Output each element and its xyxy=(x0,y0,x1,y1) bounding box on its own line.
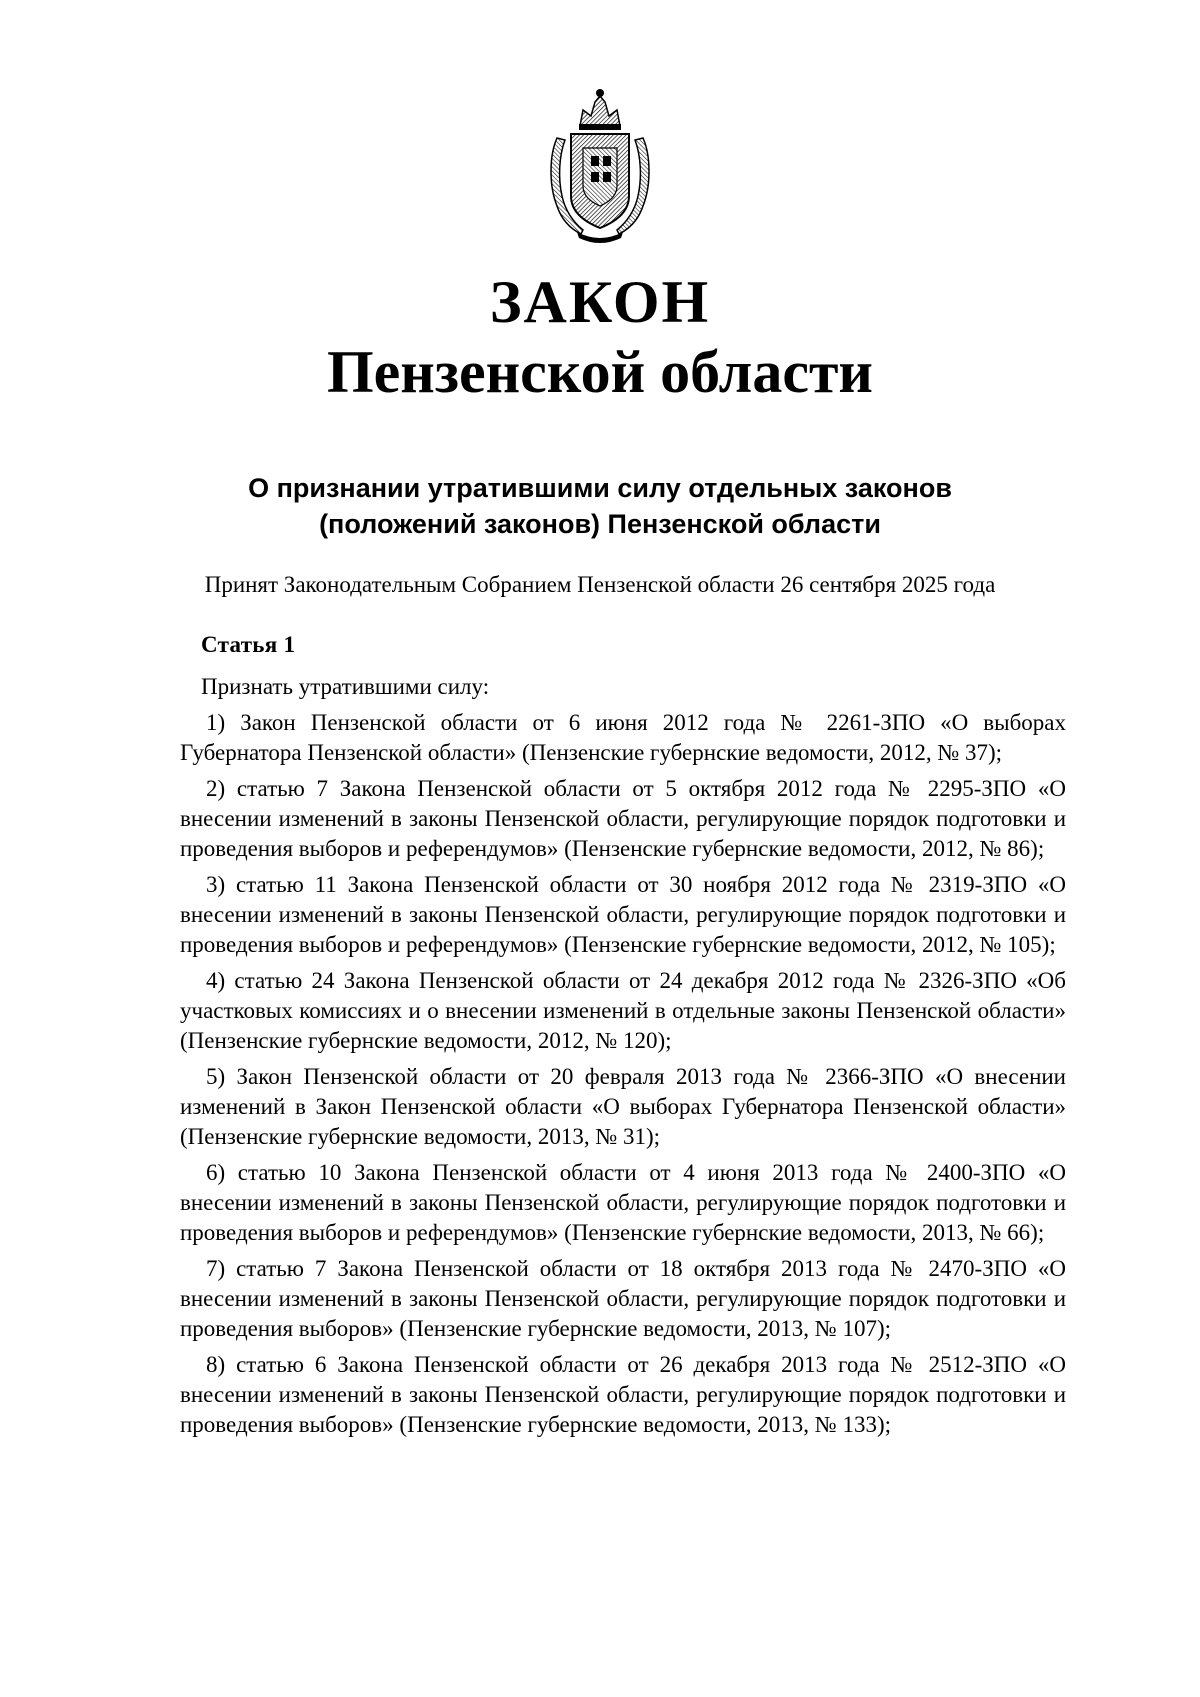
list-item: 8) статью 6 Закона Пензенской области от 26 декабря 2013 года № 2512-ЗПО «О внесении изменений в законы Пензенской области, регулирующие порядок подготовки и проведения выборов» (Пензенские губернские ведомости, 2013, № 133); xyxy=(180,1352,1066,1437)
adoption-statement: Принят Законодательным Собранием Пензенской области 26 сентября 2025 года xyxy=(204,572,996,597)
law-title: ЗАКОН xyxy=(489,269,711,335)
list-item: 7) статью 7 Закона Пензенской области от 18 октября 2013 года № 2470-ЗПО «О внесении изменений в законы Пензенской области, регулирующие порядок подготовки и проведения выборов» (Пензенские губернские ведомости, 2013, № 107); xyxy=(180,1256,1066,1341)
list-item: 1) Закон Пензенской области от 6 июня 2012 года № 2261-ЗПО «О выборах Губернатора Пензенской области» (Пензенские губернские ведомости, 2012, № 37); xyxy=(180,710,1066,765)
article-heading: Статья 1 xyxy=(201,632,296,657)
list-item: 2) статью 7 Закона Пензенской области от 5 октября 2012 года № 2295-ЗПО «О внесении изменений в законы Пензенской области, регулирующие порядок подготовки и проведения выборов и референдумов» (Пензенские губернские ведомости, 2012, № 86); xyxy=(180,776,1066,861)
list-item: 3) статью 11 Закона Пензенской области от 30 ноября 2012 года № 2319-ЗПО «О внесении изменений в законы Пензенской области, регулирующие порядок подготовки и проведения выборов и референдумов» (Пензенские губернские ведомости, 2012, № 105); xyxy=(180,872,1066,957)
list-item: 5) Закон Пензенской области от 20 февраля 2013 года № 2366-ЗПО «О внесении изменений в Закон Пензенской области «О выборах Губернатора Пензенской области» (Пензенские губернские ведомости, 2013, № 31); xyxy=(180,1064,1066,1149)
article-intro: Признать утратившими силу: xyxy=(201,674,490,699)
law-subject-line: (положений законов) Пензенской области xyxy=(319,509,881,539)
law-subject xyxy=(0,470,1200,542)
list-item: 6) статью 10 Закона Пензенской области от 4 июня 2013 года № 2400-ЗПО «О внесении изменений в законы Пензенской области, регулирующие порядок подготовки и проведения выборов и референдумов» (Пензенские губернские ведомости, 2013, № 66); xyxy=(180,1160,1066,1245)
law-body xyxy=(180,630,1066,1446)
law-subject-line: О признании утратившими силу отдельных законов xyxy=(248,473,952,503)
list-item: 4) статью 24 Закона Пензенской области от 24 декабря 2012 года № 2326-ЗПО «Об участковых комиссиях и о внесении изменений в отдельные законы Пензенской области» (Пензенские губернские ведомости, 2012, № 120); xyxy=(180,968,1066,1053)
law-region: Пензенской области xyxy=(326,339,873,405)
coat-of-arms-icon xyxy=(543,86,657,246)
